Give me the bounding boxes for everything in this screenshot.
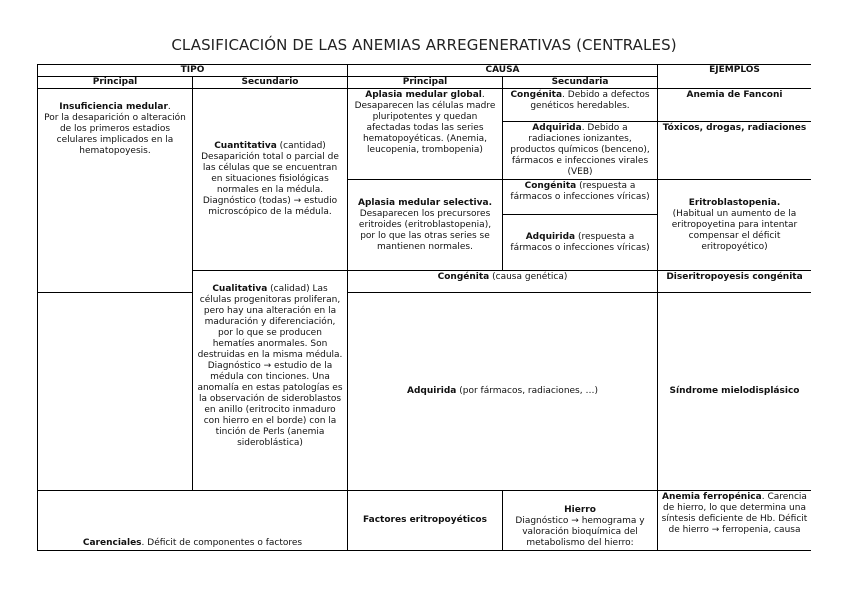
header-causa-principal: Principal xyxy=(348,77,503,89)
cell-sindrome-mielodisplasico: Síndrome mielodisplásico xyxy=(658,293,812,491)
header-tipo: TIPO xyxy=(38,65,348,77)
cell-eritroblastopenia: Eritroblastopenia. (Habitual un aumento de la eritropoyetina para intentar compensar el déficit eritropoyético) xyxy=(658,180,812,271)
cell-anemia-ferropenica: Anemia ferropénica. Carencia de hierro, lo que determina una síntesis deficiente de Hb. Déficit de hierro → ferropenia, causa xyxy=(658,491,812,551)
header-ejemplos: EJEMPLOS xyxy=(658,65,812,89)
aplasia-selectiva-name: Aplasia medular selectiva. xyxy=(357,197,492,208)
insuficiencia-name: Insuficiencia medular xyxy=(59,102,168,112)
cell-diseritropoyesis: Diseritropoyesis congénita xyxy=(658,271,812,293)
cell-aplasia-global xyxy=(348,89,503,180)
header-tipo-principal: Principal xyxy=(38,77,193,89)
page-title: CLASIFICACIÓN DE LAS ANEMIAS ARREGENERATIVAS (CENTRALES) xyxy=(171,36,677,54)
cell-cuantitativa xyxy=(193,89,348,271)
cell-adquirida-2: Adquirida (respuesta a fármacos o infecciones víricas) xyxy=(503,215,658,271)
cell-anemia-fanconi: Anemia de Fanconi xyxy=(658,89,812,122)
cell-hierro: Hierro Diagnóstico → hemograma y valoración bioquímica del metabolismo del hierro: xyxy=(503,491,658,551)
cualitativa-name: Cualitativa xyxy=(212,284,268,294)
cell-congenita-1: Congénita. Debido a defectos genéticos heredables. xyxy=(503,89,658,122)
cell-adquirida-3: Adquirida (por fármacos, radiaciones, …) xyxy=(348,293,658,491)
cell-adquirida-1: Adquirida. Debido a radiaciones ionizantes, productos químicos (benceno), fármacos e infecciones virales (VEB) xyxy=(503,122,658,180)
aplasia-global-name: Aplasia medular global xyxy=(365,90,482,100)
insuficiencia-desc: Por la desaparición o alteración de los primeros estadios celulares implicados en la hematopoyesis. xyxy=(44,113,186,156)
cuantitativa-name: Cuantitativa xyxy=(214,141,277,151)
classification-table-wrapper xyxy=(37,64,811,565)
classification-table xyxy=(37,64,811,551)
cell-insuficiencia-continuation xyxy=(38,293,193,491)
cell-congenita-3: Congénita (causa genética) xyxy=(348,271,658,293)
cell-aplasia-selectiva xyxy=(348,180,503,271)
cell-toxicos: Tóxicos, drogas, radiaciones xyxy=(658,122,812,180)
cuantitativa-desc: (cantidad) Desaparición total o parcial de las células que se encuentran en situaciones fisiológicas normales en la médula. Diagnóstico (todas) → estudio microscópico de la médula. xyxy=(201,141,339,217)
cell-congenita-2: Congénita (respuesta a fármacos o infecciones víricas) xyxy=(503,180,658,215)
aplasia-selectiva-desc: Desaparecen los precursores eritroides (eritroblastopenia), por lo que las otras series se mantienen normales. xyxy=(358,208,492,252)
header-causa-secundaria: Secundaria xyxy=(503,77,658,89)
cell-factores-eritropoyeticos: Factores eritropoyéticos xyxy=(348,491,503,551)
header-causa: CAUSA xyxy=(348,65,658,77)
cell-cualitativa xyxy=(193,271,348,491)
header-tipo-secundario: Secundario xyxy=(193,77,348,89)
cell-insuficiencia-medular: Insuficiencia medular. Por la desaparición o alteración de los primeros estadios celulares implicados en la hematopoyesis. xyxy=(38,89,193,293)
aplasia-global-desc: . Desaparecen las células madre pluripotentes y quedan afectadas todas las series hematopoyéticas. (Anemia, leucopenia, trombopenia) xyxy=(354,90,496,155)
cualitativa-desc: (calidad) Las células progenitoras proliferan, pero hay una alteración en la maduración y diferenciación, por lo que se producen hematíes anormales. Son destruidas en la misma médula. Diagnóstico → estudio de la médula con tinciones. Una anomalía en estas patologías es la observación de sideroblastos en anillo (eritrocito inmaduro con hierro en el borde) con la tinción de Perls (anemia sideroblástica) xyxy=(197,284,343,448)
cell-carenciales: Carenciales. Déficit de componentes o factores xyxy=(38,491,348,551)
